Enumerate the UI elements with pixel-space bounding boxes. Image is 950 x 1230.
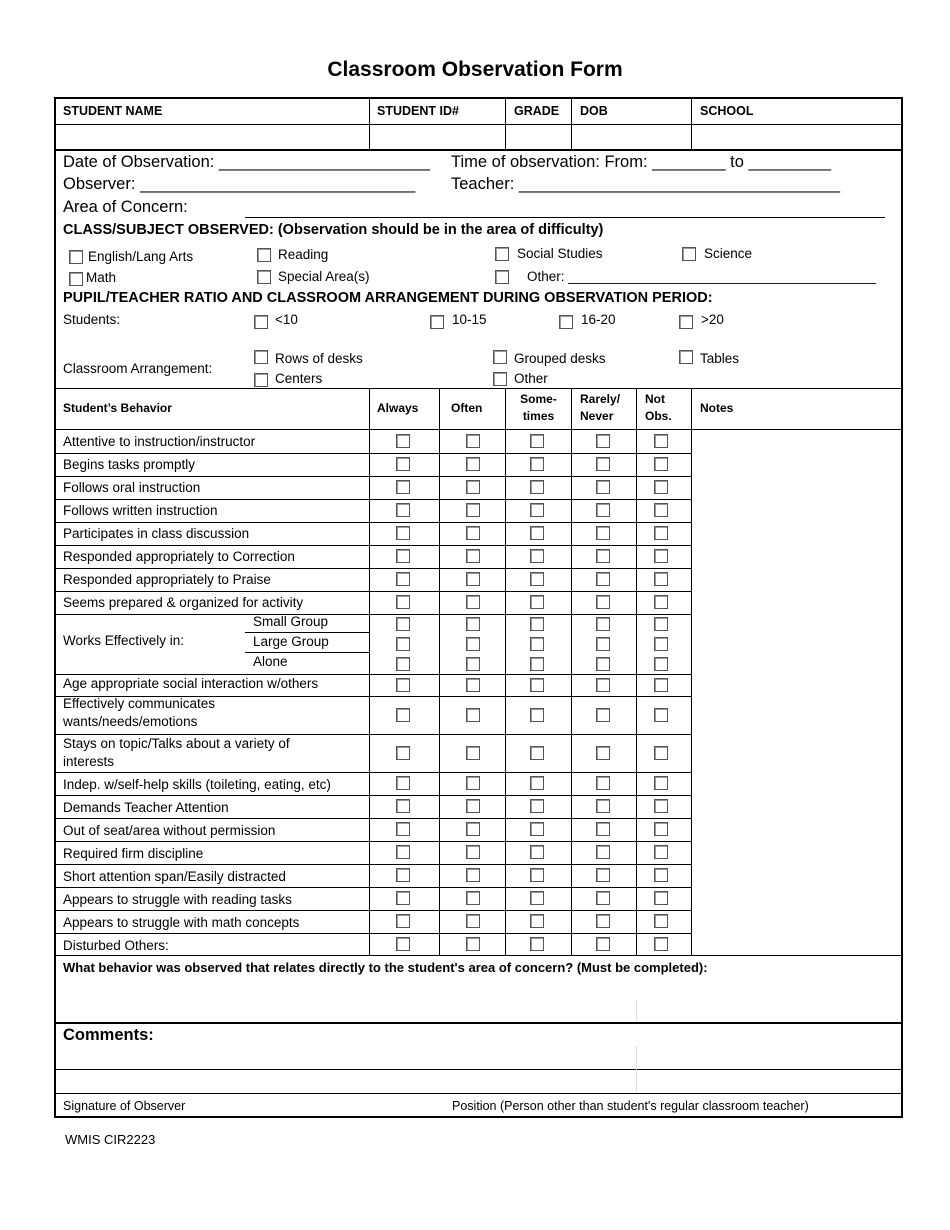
row-topic-often-checkbox[interactable] bbox=[466, 746, 480, 760]
row-a6-always-checkbox[interactable] bbox=[396, 572, 410, 586]
works-1-always-checkbox[interactable] bbox=[396, 637, 410, 651]
row-divider bbox=[55, 499, 692, 500]
row-a5-rarely-checkbox[interactable] bbox=[596, 549, 610, 563]
ratio-10-15-checkbox[interactable] bbox=[430, 315, 444, 329]
th-rarely-2: Never bbox=[580, 409, 614, 423]
col-line bbox=[369, 388, 370, 955]
row-age-label: Age appropriate social interaction w/others bbox=[63, 676, 319, 691]
row-communicates-label-2: wants/needs/emotions bbox=[63, 714, 198, 729]
row-b2-rarely-checkbox[interactable] bbox=[596, 822, 610, 836]
observer-field[interactable]: Observer: ______________________________ bbox=[63, 175, 416, 193]
question-label: What behavior was observed that relates directly to the student's area of concern? (Must be completed): bbox=[63, 960, 708, 975]
tables-checkbox[interactable] bbox=[679, 350, 693, 364]
row-topic-label-2: interests bbox=[63, 754, 115, 769]
row-a2-rarely-checkbox[interactable] bbox=[596, 480, 610, 494]
row-a7-often-checkbox[interactable] bbox=[466, 595, 480, 609]
row-a6-notobs-checkbox[interactable] bbox=[654, 572, 668, 586]
row-divider bbox=[55, 476, 692, 477]
special-area-label: Special Area(s) bbox=[278, 269, 370, 284]
behavior-row-label: Responded appropriately to Praise bbox=[63, 572, 271, 587]
grade-field[interactable] bbox=[507, 126, 570, 148]
row-divider bbox=[55, 568, 692, 569]
arrangement-label: Classroom Arrangement: bbox=[63, 361, 213, 376]
row-b2-often-checkbox[interactable] bbox=[466, 822, 480, 836]
row-b0-notobs-checkbox[interactable] bbox=[654, 776, 668, 790]
behavior-row-label: Demands Teacher Attention bbox=[63, 800, 229, 815]
row-a3-often-checkbox[interactable] bbox=[466, 503, 480, 517]
row-b0-often-checkbox[interactable] bbox=[466, 776, 480, 790]
behavior-row-label: Attentive to instruction/instructor bbox=[63, 434, 256, 449]
row-divider bbox=[55, 453, 692, 454]
row-b0-always-checkbox[interactable] bbox=[396, 776, 410, 790]
th-notobs-1: Not bbox=[645, 392, 665, 406]
works-0-rarely-checkbox[interactable] bbox=[596, 617, 610, 631]
question-answer-area[interactable] bbox=[56, 980, 900, 1020]
row-divider bbox=[55, 614, 692, 615]
works-2-often-checkbox[interactable] bbox=[466, 657, 480, 671]
col-dob: DOB bbox=[580, 104, 608, 118]
ratio-heading: PUPIL/TEACHER RATIO AND CLASSROOM ARRANGEMENT DURING OBSERVATION PERIOD: bbox=[63, 290, 713, 306]
ratio-lt10-checkbox[interactable] bbox=[254, 315, 268, 329]
works-small-group-label: Small Group bbox=[253, 614, 329, 629]
students-label: Students: bbox=[63, 312, 121, 327]
row-divider bbox=[55, 841, 692, 842]
faint-line bbox=[636, 1000, 637, 1021]
row-age-always-checkbox[interactable] bbox=[396, 678, 410, 692]
works-0-sometimes-checkbox[interactable] bbox=[530, 617, 544, 631]
row-b7-rarely-checkbox[interactable] bbox=[596, 937, 610, 951]
header-col-line bbox=[369, 97, 370, 150]
behavior-row-label: Follows oral instruction bbox=[63, 480, 201, 495]
row-b3-notobs-checkbox[interactable] bbox=[654, 845, 668, 859]
row-b4-always-checkbox[interactable] bbox=[396, 868, 410, 882]
row-topic-notobs-checkbox[interactable] bbox=[654, 746, 668, 760]
row-topic-label-1: Stays on topic/Talks about a variety of bbox=[63, 736, 290, 751]
col-student-name: STUDENT NAME bbox=[63, 104, 163, 118]
behavior-row-label: Follows written instruction bbox=[63, 503, 218, 518]
col-line bbox=[571, 388, 572, 955]
works-1-often-checkbox[interactable] bbox=[466, 637, 480, 651]
row-a7-always-checkbox[interactable] bbox=[396, 595, 410, 609]
behavior-row-label: Appears to struggle with reading tasks bbox=[63, 892, 292, 907]
row-a4-often-checkbox[interactable] bbox=[466, 526, 480, 540]
row-divider bbox=[55, 772, 692, 773]
row-communicates-label-1: Effectively communicates bbox=[63, 696, 216, 711]
frame-right bbox=[901, 97, 903, 1118]
row-a5-always-checkbox[interactable] bbox=[396, 549, 410, 563]
behavior-row-label: Seems prepared & organized for activity bbox=[63, 595, 304, 610]
row-b4-notobs-checkbox[interactable] bbox=[654, 868, 668, 882]
row-divider bbox=[55, 795, 692, 796]
comments-label: Comments: bbox=[63, 1026, 154, 1044]
other-subject-field[interactable]: Other: _________________________________________ bbox=[527, 269, 877, 284]
row-a7-notobs-checkbox[interactable] bbox=[654, 595, 668, 609]
row-b4-sometimes-checkbox[interactable] bbox=[530, 868, 544, 882]
works-0-always-checkbox[interactable] bbox=[396, 617, 410, 631]
frame-bottom bbox=[55, 1116, 902, 1118]
th-notes: Notes bbox=[700, 401, 734, 415]
row-divider bbox=[55, 887, 692, 888]
row-age-often-checkbox[interactable] bbox=[466, 678, 480, 692]
row-a5-sometimes-checkbox[interactable] bbox=[530, 549, 544, 563]
dob-field[interactable] bbox=[573, 126, 690, 148]
behavior-row-label: Participates in class discussion bbox=[63, 526, 250, 541]
row-age-notobs-checkbox[interactable] bbox=[654, 678, 668, 692]
row-age-sometimes-checkbox[interactable] bbox=[530, 678, 544, 692]
footer-code: WMIS CIR2223 bbox=[65, 1132, 156, 1147]
area-of-concern-label: Area of Concern: bbox=[63, 198, 188, 216]
ratio-10-15-label: 10-15 bbox=[452, 312, 487, 327]
th-notobs-2: Obs. bbox=[645, 409, 672, 423]
comments-top bbox=[55, 1022, 902, 1024]
form-title: Classroom Observation Form bbox=[327, 58, 623, 81]
row-a5-often-checkbox[interactable] bbox=[466, 549, 480, 563]
english-checkbox[interactable] bbox=[69, 250, 83, 264]
row-b2-always-checkbox[interactable] bbox=[396, 822, 410, 836]
header-divider bbox=[55, 124, 902, 125]
social-studies-label: Social Studies bbox=[517, 246, 603, 261]
row-divider bbox=[55, 545, 692, 546]
row-b3-always-checkbox[interactable] bbox=[396, 845, 410, 859]
works-alone-label: Alone bbox=[253, 654, 288, 669]
row-comm-sometimes-checkbox[interactable] bbox=[530, 708, 544, 722]
works-large-group-label: Large Group bbox=[253, 634, 329, 649]
rows-of-desks-checkbox[interactable] bbox=[254, 350, 268, 364]
row-b6-sometimes-checkbox[interactable] bbox=[530, 914, 544, 928]
behavior-row-label: Required firm discipline bbox=[63, 846, 204, 861]
frame-left bbox=[54, 97, 56, 1118]
col-grade: GRADE bbox=[514, 104, 560, 118]
row-b6-notobs-checkbox[interactable] bbox=[654, 914, 668, 928]
math-label: Math bbox=[86, 270, 117, 285]
header-col-line bbox=[505, 97, 506, 150]
row-a0-often-checkbox[interactable] bbox=[466, 434, 480, 448]
works-sub-line bbox=[245, 652, 370, 653]
row-a6-sometimes-checkbox[interactable] bbox=[530, 572, 544, 586]
ratio-gt20-label: >20 bbox=[701, 312, 724, 327]
row-a1-notobs-checkbox[interactable] bbox=[654, 457, 668, 471]
works-effectively-label: Works Effectively in: bbox=[63, 633, 185, 648]
other-arrangement-label: Other bbox=[514, 371, 548, 386]
row-comm-notobs-checkbox[interactable] bbox=[654, 708, 668, 722]
behavior-row-label: Appears to struggle with math concepts bbox=[63, 915, 300, 930]
school-field[interactable] bbox=[693, 126, 900, 148]
behavior-row-label: Begins tasks promptly bbox=[63, 457, 196, 472]
col-school: SCHOOL bbox=[700, 104, 754, 118]
signature-label: Signature of Observer bbox=[63, 1099, 186, 1113]
row-a1-rarely-checkbox[interactable] bbox=[596, 457, 610, 471]
social-studies-checkbox[interactable] bbox=[495, 247, 509, 261]
row-b6-always-checkbox[interactable] bbox=[396, 914, 410, 928]
math-checkbox[interactable] bbox=[69, 272, 83, 286]
date-of-observation-field[interactable]: Date of Observation: _______________________ bbox=[63, 153, 430, 171]
row-b6-often-checkbox[interactable] bbox=[466, 914, 480, 928]
signature-top bbox=[55, 1093, 902, 1094]
works-2-sometimes-checkbox[interactable] bbox=[530, 657, 544, 671]
centers-checkbox[interactable] bbox=[254, 373, 268, 387]
row-b4-rarely-checkbox[interactable] bbox=[596, 868, 610, 882]
works-sub-line bbox=[245, 632, 370, 633]
row-b2-notobs-checkbox[interactable] bbox=[654, 822, 668, 836]
row-b1-often-checkbox[interactable] bbox=[466, 799, 480, 813]
col-line bbox=[505, 388, 506, 955]
behavior-row-label: Disturbed Others: bbox=[63, 938, 169, 953]
row-a0-rarely-checkbox[interactable] bbox=[596, 434, 610, 448]
th-often: Often bbox=[451, 401, 483, 415]
row-b5-sometimes-checkbox[interactable] bbox=[530, 891, 544, 905]
science-checkbox[interactable] bbox=[682, 247, 696, 261]
row-b1-notobs-checkbox[interactable] bbox=[654, 799, 668, 813]
header-col-line bbox=[571, 97, 572, 150]
row-divider bbox=[55, 864, 692, 865]
row-divider bbox=[55, 591, 692, 592]
ratio-lt10-label: <10 bbox=[275, 312, 298, 327]
behavior-row-label: Short attention span/Easily distracted bbox=[63, 869, 286, 884]
col-student-id: STUDENT ID# bbox=[377, 104, 459, 118]
th-rarely-1: Rarely/ bbox=[580, 392, 621, 406]
row-comm-always-checkbox[interactable] bbox=[396, 708, 410, 722]
row-a2-sometimes-checkbox[interactable] bbox=[530, 480, 544, 494]
table-top bbox=[55, 388, 902, 389]
question-top bbox=[55, 955, 902, 956]
row-b0-rarely-checkbox[interactable] bbox=[596, 776, 610, 790]
row-b0-sometimes-checkbox[interactable] bbox=[530, 776, 544, 790]
row-b5-always-checkbox[interactable] bbox=[396, 891, 410, 905]
tables-label: Tables bbox=[700, 351, 740, 366]
reading-label: Reading bbox=[278, 247, 329, 262]
area-of-concern-line[interactable] bbox=[245, 217, 885, 218]
class-subject-heading: CLASS/SUBJECT OBSERVED: (Observation should be in the area of difficulty) bbox=[63, 222, 604, 238]
row-a1-sometimes-checkbox[interactable] bbox=[530, 457, 544, 471]
row-topic-sometimes-checkbox[interactable] bbox=[530, 746, 544, 760]
works-2-always-checkbox[interactable] bbox=[396, 657, 410, 671]
row-a0-always-checkbox[interactable] bbox=[396, 434, 410, 448]
other-arrangement-checkbox[interactable] bbox=[493, 372, 507, 386]
row-b4-often-checkbox[interactable] bbox=[466, 868, 480, 882]
comments-line bbox=[55, 1069, 902, 1070]
row-a4-notobs-checkbox[interactable] bbox=[654, 526, 668, 540]
behavior-row-label: Out of seat/area without permission bbox=[63, 823, 276, 838]
th-behavior: Student’s Behavior bbox=[63, 401, 172, 415]
row-divider bbox=[55, 910, 692, 911]
ratio-gt20-checkbox[interactable] bbox=[679, 315, 693, 329]
row-age-rarely-checkbox[interactable] bbox=[596, 678, 610, 692]
row-b1-rarely-checkbox[interactable] bbox=[596, 799, 610, 813]
col-line bbox=[439, 388, 440, 955]
faint-line bbox=[636, 1046, 637, 1092]
english-label: English/Lang Arts bbox=[88, 249, 194, 264]
row-a1-often-checkbox[interactable] bbox=[466, 457, 480, 471]
row-b7-always-checkbox[interactable] bbox=[396, 937, 410, 951]
row-a2-notobs-checkbox[interactable] bbox=[654, 480, 668, 494]
teacher-field[interactable]: Teacher: ___________________________________ bbox=[451, 175, 841, 193]
grouped-desks-label: Grouped desks bbox=[514, 351, 606, 366]
row-topic-always-checkbox[interactable] bbox=[396, 746, 410, 760]
row-divider bbox=[55, 933, 692, 934]
row-a1-always-checkbox[interactable] bbox=[396, 457, 410, 471]
th-sometimes-1: Some- bbox=[520, 392, 557, 406]
row-a3-sometimes-checkbox[interactable] bbox=[530, 503, 544, 517]
table-header-bottom bbox=[55, 429, 902, 430]
row-a4-always-checkbox[interactable] bbox=[396, 526, 410, 540]
behavior-row-label: Indep. w/self-help skills (toileting, eating, etc) bbox=[63, 777, 331, 792]
row-b2-sometimes-checkbox[interactable] bbox=[530, 822, 544, 836]
works-1-notobs-checkbox[interactable] bbox=[654, 637, 668, 651]
science-label: Science bbox=[704, 246, 753, 261]
row-a0-notobs-checkbox[interactable] bbox=[654, 434, 668, 448]
row-a0-sometimes-checkbox[interactable] bbox=[530, 434, 544, 448]
row-b7-sometimes-checkbox[interactable] bbox=[530, 937, 544, 951]
student-name-field[interactable] bbox=[56, 126, 368, 148]
row-comm-often-checkbox[interactable] bbox=[466, 708, 480, 722]
works-1-sometimes-checkbox[interactable] bbox=[530, 637, 544, 651]
works-2-notobs-checkbox[interactable] bbox=[654, 657, 668, 671]
th-always: Always bbox=[377, 401, 419, 415]
row-divider bbox=[55, 522, 692, 523]
row-b3-often-checkbox[interactable] bbox=[466, 845, 480, 859]
other-subject-checkbox[interactable] bbox=[495, 270, 509, 284]
reading-checkbox[interactable] bbox=[257, 248, 271, 262]
grouped-desks-checkbox[interactable] bbox=[493, 350, 507, 364]
time-of-observation-field[interactable]: Time of observation: From: ________ to _________ bbox=[451, 153, 832, 171]
rows-of-desks-label: Rows of desks bbox=[275, 351, 363, 366]
row-topic-rarely-checkbox[interactable] bbox=[596, 746, 610, 760]
col-line bbox=[691, 388, 692, 955]
row-b5-notobs-checkbox[interactable] bbox=[654, 891, 668, 905]
frame-top bbox=[55, 97, 902, 99]
col-line bbox=[636, 388, 637, 955]
works-1-rarely-checkbox[interactable] bbox=[596, 637, 610, 651]
row-a4-sometimes-checkbox[interactable] bbox=[530, 526, 544, 540]
position-label: Position (Person other than student's regular classroom teacher) bbox=[452, 1099, 809, 1113]
row-b7-often-checkbox[interactable] bbox=[466, 937, 480, 951]
row-b1-sometimes-checkbox[interactable] bbox=[530, 799, 544, 813]
row-a3-notobs-checkbox[interactable] bbox=[654, 503, 668, 517]
behavior-row-label: Responded appropriately to Correction bbox=[63, 549, 295, 564]
row-a7-rarely-checkbox[interactable] bbox=[596, 595, 610, 609]
row-a2-always-checkbox[interactable] bbox=[396, 480, 410, 494]
row-divider bbox=[55, 818, 692, 819]
centers-label: Centers bbox=[275, 371, 323, 386]
row-a5-notobs-checkbox[interactable] bbox=[654, 549, 668, 563]
row-b5-often-checkbox[interactable] bbox=[466, 891, 480, 905]
row-b1-always-checkbox[interactable] bbox=[396, 799, 410, 813]
row-a6-rarely-checkbox[interactable] bbox=[596, 572, 610, 586]
row-b3-sometimes-checkbox[interactable] bbox=[530, 845, 544, 859]
row-a2-often-checkbox[interactable] bbox=[466, 480, 480, 494]
row-comm-rarely-checkbox[interactable] bbox=[596, 708, 610, 722]
row-b6-rarely-checkbox[interactable] bbox=[596, 914, 610, 928]
ratio-16-20-checkbox[interactable] bbox=[559, 315, 573, 329]
ratio-16-20-label: 16-20 bbox=[581, 312, 616, 327]
works-2-rarely-checkbox[interactable] bbox=[596, 657, 610, 671]
row-a7-sometimes-checkbox[interactable] bbox=[530, 595, 544, 609]
row-a3-rarely-checkbox[interactable] bbox=[596, 503, 610, 517]
header-bottom bbox=[55, 149, 902, 151]
row-b3-rarely-checkbox[interactable] bbox=[596, 845, 610, 859]
row-a3-always-checkbox[interactable] bbox=[396, 503, 410, 517]
student-id-field[interactable] bbox=[371, 126, 504, 148]
works-0-often-checkbox[interactable] bbox=[466, 617, 480, 631]
row-a6-often-checkbox[interactable] bbox=[466, 572, 480, 586]
header-col-line bbox=[691, 97, 692, 150]
th-sometimes-2: times bbox=[522, 409, 555, 423]
row-b5-rarely-checkbox[interactable] bbox=[596, 891, 610, 905]
special-area-checkbox[interactable] bbox=[257, 270, 271, 284]
works-0-notobs-checkbox[interactable] bbox=[654, 617, 668, 631]
row-b7-notobs-checkbox[interactable] bbox=[654, 937, 668, 951]
row-a4-rarely-checkbox[interactable] bbox=[596, 526, 610, 540]
